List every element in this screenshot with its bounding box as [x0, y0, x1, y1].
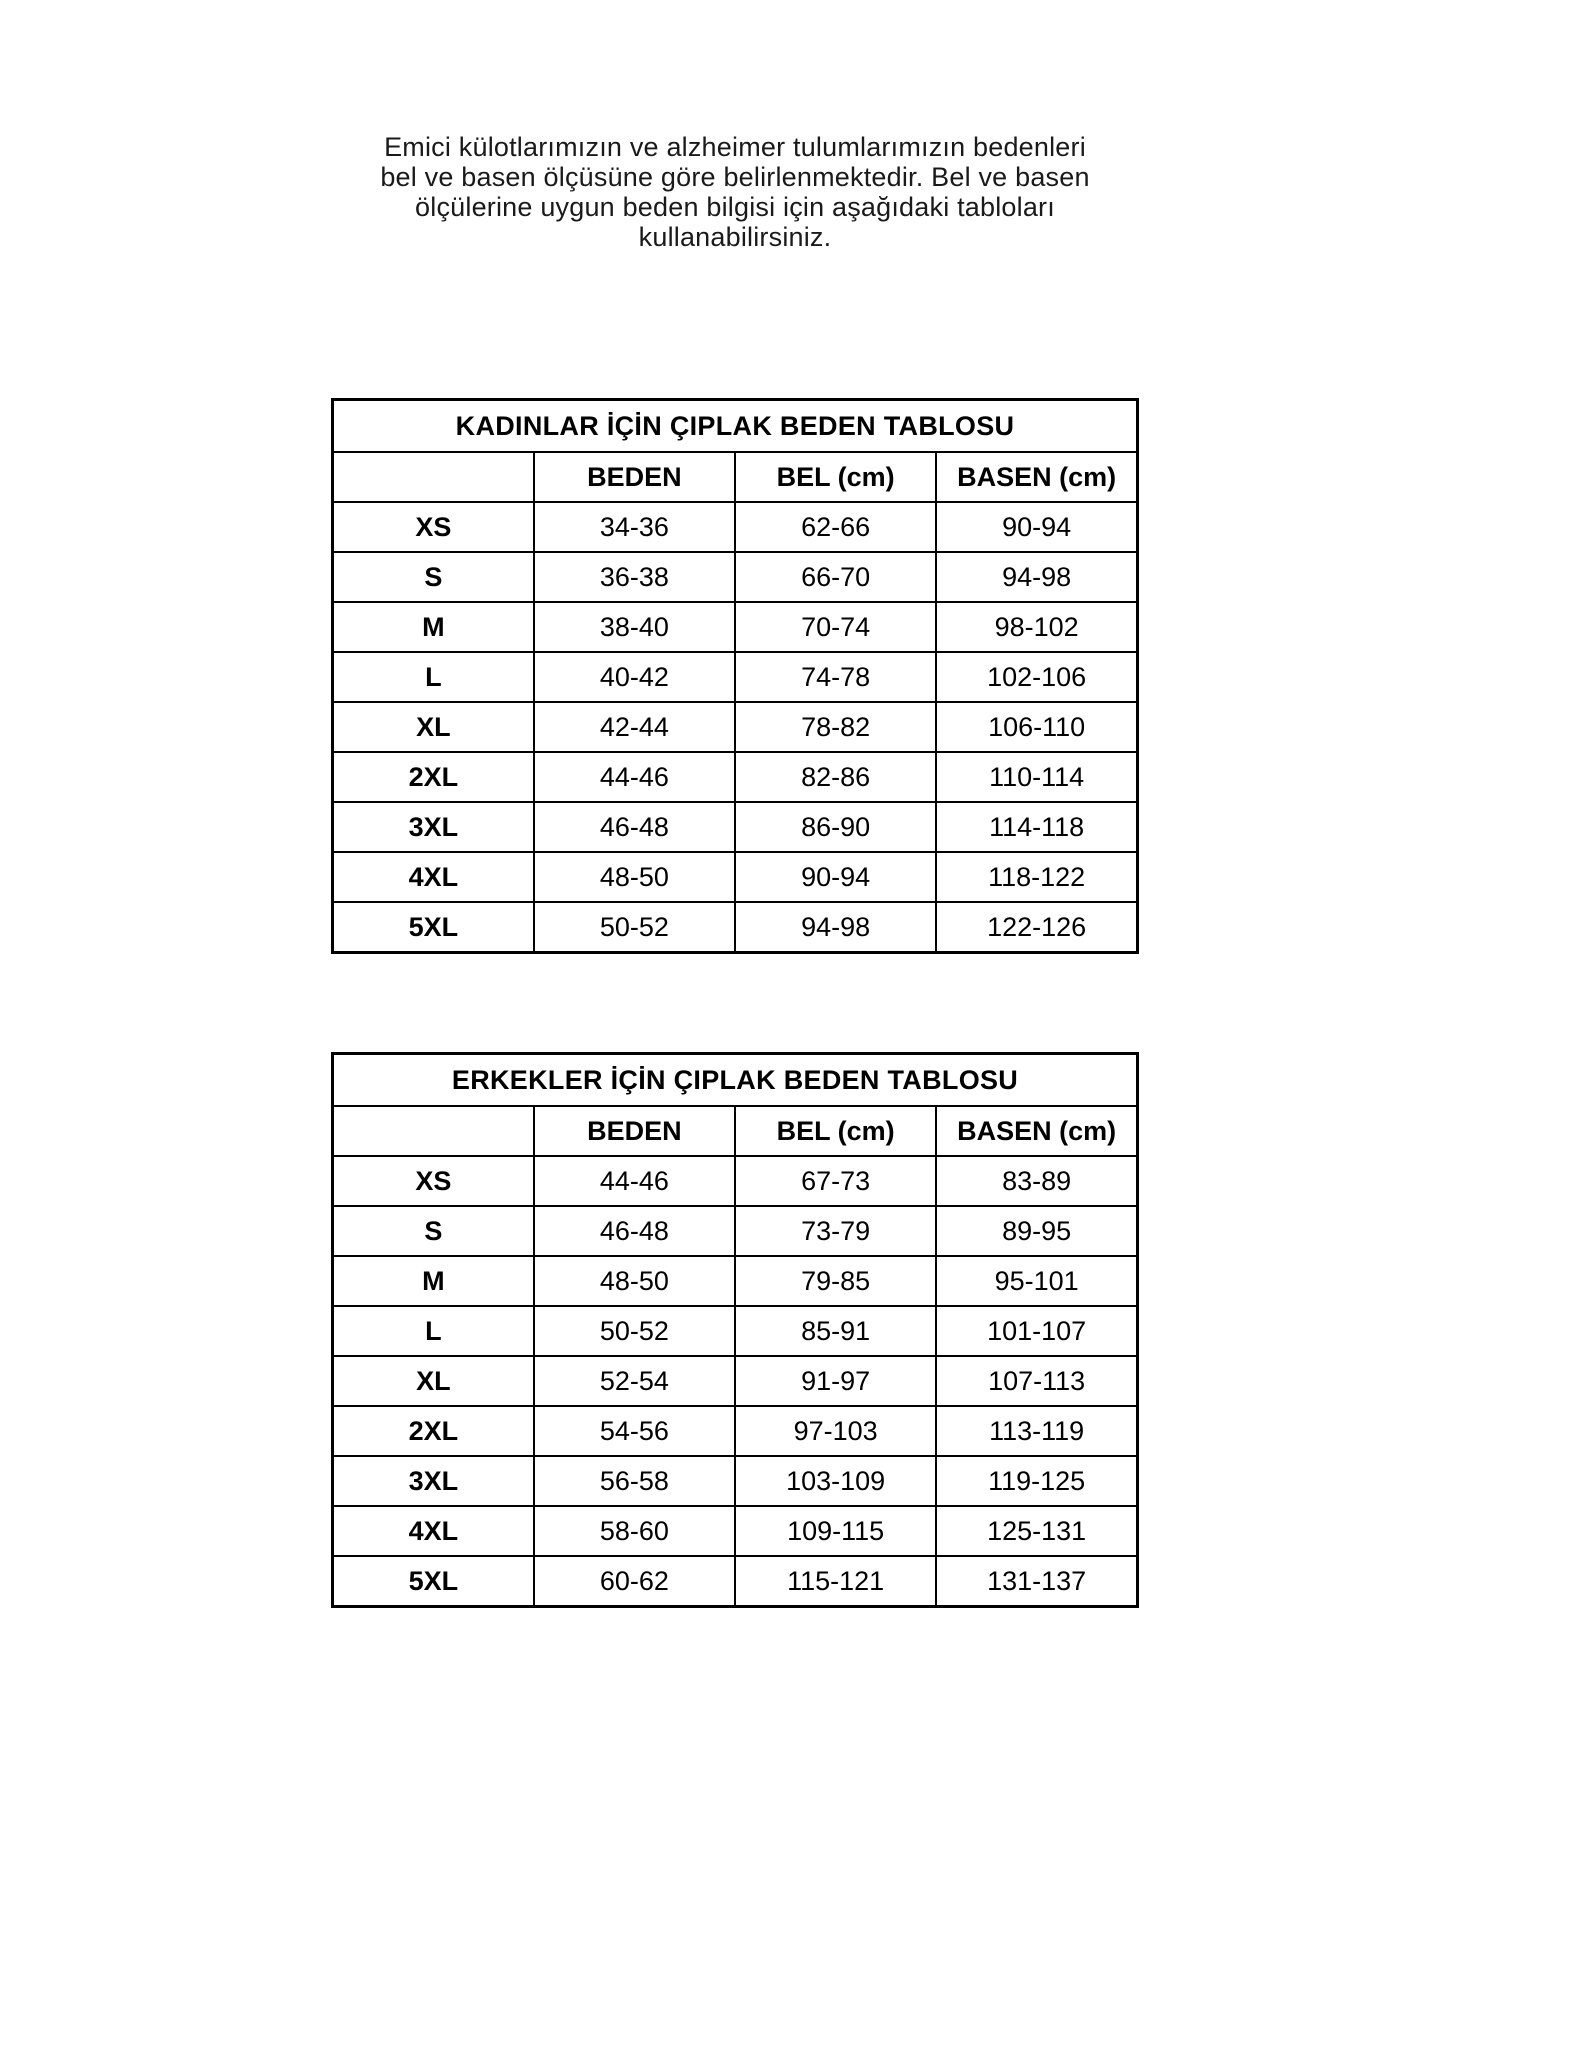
- size-cell: XL: [333, 702, 534, 752]
- table-row: [333, 1256, 1138, 1306]
- size-cell: M: [333, 1256, 534, 1306]
- table-row: [333, 852, 1138, 902]
- basen-cell: 122-126: [936, 902, 1137, 953]
- bel-cell: 66-70: [735, 552, 936, 602]
- table-row: [333, 652, 1138, 702]
- table-header-row: [333, 452, 1138, 502]
- size-cell: XS: [333, 502, 534, 552]
- basen-cell: 131-137: [936, 1556, 1137, 1607]
- intro-line: kullanabilirsiniz.: [638, 222, 832, 252]
- size-cell: 4XL: [333, 852, 534, 902]
- table-row: [333, 1356, 1138, 1406]
- bel-cell: 78-82: [735, 702, 936, 752]
- beden-cell: 34-36: [534, 502, 735, 552]
- table-title-row: [333, 1054, 1138, 1107]
- beden-cell: 36-38: [534, 552, 735, 602]
- bel-cell: 82-86: [735, 752, 936, 802]
- bel-cell: 73-79: [735, 1206, 936, 1256]
- column-header-bel: BEL (cm): [735, 1106, 936, 1156]
- table-row: [333, 1306, 1138, 1356]
- table-row: [333, 802, 1138, 852]
- column-header-basen: BASEN (cm): [936, 1106, 1137, 1156]
- basen-cell: 107-113: [936, 1356, 1137, 1406]
- basen-cell: 118-122: [936, 852, 1137, 902]
- size-table-men: [331, 1052, 1139, 1608]
- beden-cell: 54-56: [534, 1406, 735, 1456]
- basen-cell: 94-98: [936, 552, 1137, 602]
- intro-line: ölçülerine uygun beden bilgisi için aşağıdaki tabloları: [415, 192, 1055, 222]
- basen-cell: 90-94: [936, 502, 1137, 552]
- column-header-beden: BEDEN: [534, 1106, 735, 1156]
- intro-paragraph: [331, 132, 1139, 252]
- table-row: [333, 752, 1138, 802]
- column-header-bel: BEL (cm): [735, 452, 936, 502]
- table-row: [333, 552, 1138, 602]
- bel-cell: 90-94: [735, 852, 936, 902]
- column-header-beden: BEDEN: [534, 452, 735, 502]
- basen-cell: 114-118: [936, 802, 1137, 852]
- table-title-row: [333, 400, 1138, 453]
- size-cell: S: [333, 552, 534, 602]
- basen-cell: 95-101: [936, 1256, 1137, 1306]
- bel-cell: 67-73: [735, 1156, 936, 1206]
- beden-cell: 56-58: [534, 1456, 735, 1506]
- basen-cell: 102-106: [936, 652, 1137, 702]
- table-title: ERKEKLER İÇİN ÇIPLAK BEDEN TABLOSU: [333, 1054, 1138, 1107]
- table-row: [333, 1206, 1138, 1256]
- size-cell: S: [333, 1206, 534, 1256]
- size-cell: 3XL: [333, 802, 534, 852]
- bel-cell: 103-109: [735, 1456, 936, 1506]
- basen-cell: 89-95: [936, 1206, 1137, 1256]
- beden-cell: 50-52: [534, 1306, 735, 1356]
- bel-cell: 86-90: [735, 802, 936, 852]
- beden-cell: 44-46: [534, 1156, 735, 1206]
- size-cell: 3XL: [333, 1456, 534, 1506]
- table-row: [333, 702, 1138, 752]
- table-row: [333, 502, 1138, 552]
- size-cell: L: [333, 1306, 534, 1356]
- bel-cell: 91-97: [735, 1356, 936, 1406]
- column-header-empty: [333, 1106, 534, 1156]
- size-cell: M: [333, 602, 534, 652]
- basen-cell: 119-125: [936, 1456, 1137, 1506]
- size-cell: L: [333, 652, 534, 702]
- bel-cell: 79-85: [735, 1256, 936, 1306]
- beden-cell: 58-60: [534, 1506, 735, 1556]
- column-header-basen: BASEN (cm): [936, 452, 1137, 502]
- intro-line: bel ve basen ölçüsüne göre belirlenmektedir. Bel ve basen: [380, 162, 1090, 192]
- size-cell: 5XL: [333, 1556, 534, 1607]
- beden-cell: 48-50: [534, 1256, 735, 1306]
- table-row: [333, 1406, 1138, 1456]
- column-header-empty: [333, 452, 534, 502]
- bel-cell: 97-103: [735, 1406, 936, 1456]
- size-cell: 2XL: [333, 1406, 534, 1456]
- intro-line: Emici külotlarımızın ve alzheimer tulumlarımızın bedenleri: [384, 132, 1086, 162]
- beden-cell: 42-44: [534, 702, 735, 752]
- basen-cell: 101-107: [936, 1306, 1137, 1356]
- beden-cell: 48-50: [534, 852, 735, 902]
- table-row: [333, 1456, 1138, 1506]
- bel-cell: 74-78: [735, 652, 936, 702]
- size-table-women: [331, 398, 1139, 954]
- size-cell: 4XL: [333, 1506, 534, 1556]
- beden-cell: 40-42: [534, 652, 735, 702]
- basen-cell: 83-89: [936, 1156, 1137, 1206]
- beden-cell: 60-62: [534, 1556, 735, 1607]
- size-cell: 5XL: [333, 902, 534, 953]
- table-row: [333, 602, 1138, 652]
- table-row: [333, 902, 1138, 953]
- beden-cell: 52-54: [534, 1356, 735, 1406]
- bel-cell: 115-121: [735, 1556, 936, 1607]
- table-title: KADINLAR İÇİN ÇIPLAK BEDEN TABLOSU: [333, 400, 1138, 453]
- table-row: [333, 1556, 1138, 1607]
- basen-cell: 113-119: [936, 1406, 1137, 1456]
- beden-cell: 44-46: [534, 752, 735, 802]
- beden-cell: 38-40: [534, 602, 735, 652]
- document-content: [331, 132, 1139, 1608]
- table-row: [333, 1156, 1138, 1206]
- size-cell: XS: [333, 1156, 534, 1206]
- beden-cell: 46-48: [534, 1206, 735, 1256]
- table-header-row: [333, 1106, 1138, 1156]
- beden-cell: 50-52: [534, 902, 735, 953]
- basen-cell: 98-102: [936, 602, 1137, 652]
- size-cell: 2XL: [333, 752, 534, 802]
- table-row: [333, 1506, 1138, 1556]
- bel-cell: 70-74: [735, 602, 936, 652]
- size-cell: XL: [333, 1356, 534, 1406]
- bel-cell: 85-91: [735, 1306, 936, 1356]
- basen-cell: 106-110: [936, 702, 1137, 752]
- bel-cell: 109-115: [735, 1506, 936, 1556]
- bel-cell: 62-66: [735, 502, 936, 552]
- beden-cell: 46-48: [534, 802, 735, 852]
- basen-cell: 110-114: [936, 752, 1137, 802]
- basen-cell: 125-131: [936, 1506, 1137, 1556]
- bel-cell: 94-98: [735, 902, 936, 953]
